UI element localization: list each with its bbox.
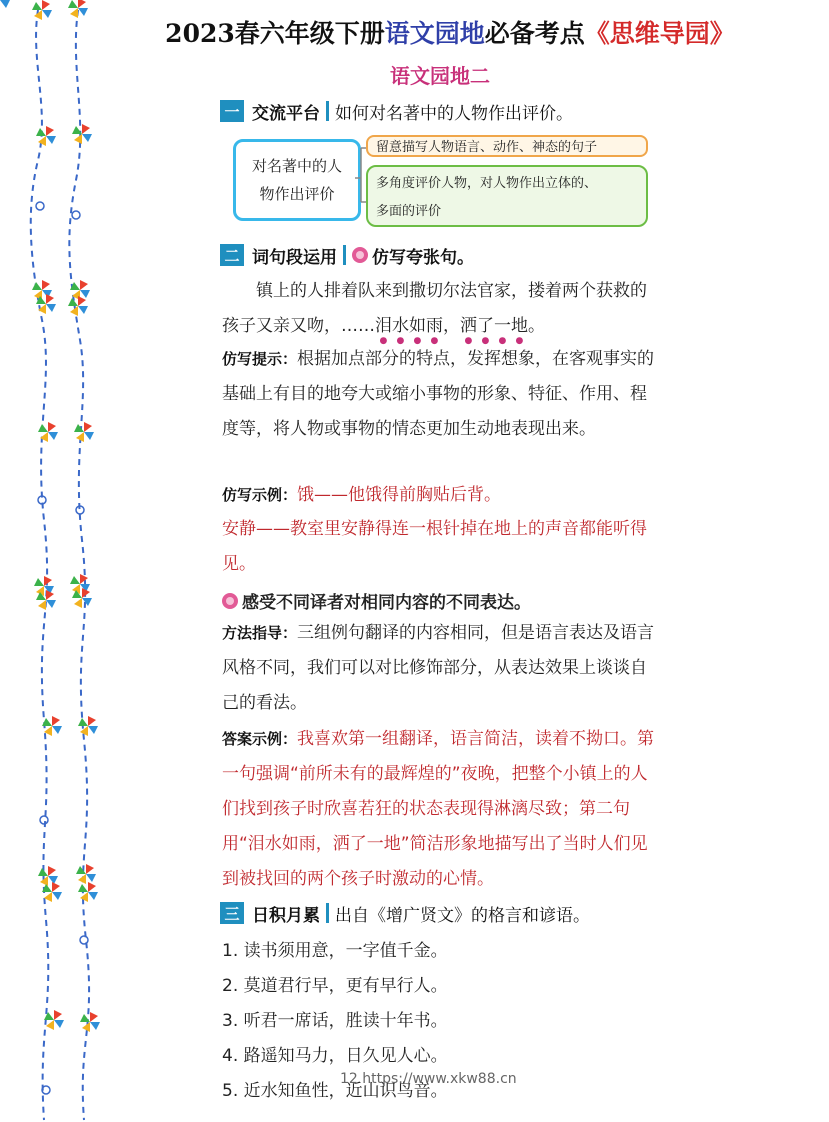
section-desc: 出自《增广贤文》的格言和谚语。 (335, 905, 590, 926)
mindmap-root: 对名著中的人 物作出评价 (233, 139, 361, 221)
answer-example: 答案示例：我喜欢第一组翻译，语言简洁，读着不拗口。第一句强调“前所未有的最辉煌的”夜晚，把整个小镇上的人们找到孩子时欣喜若狂的状态表现得淋漓尽致；第二句用“泪水如雨，洒了一地”简洁形象地描写出了当时人们见到被找回的两个孩子时激动的心情。 (222, 729, 655, 889)
section-subtitle: 语文园地二 (390, 64, 490, 88)
proverb-item: 3. 听君一席话，胜读十年书。 (222, 1011, 448, 1031)
flower-bullet-icon (222, 593, 238, 609)
proverb-item: 1. 读书须用意，一字值千金。 (222, 941, 448, 961)
subsection-heading-2: 感受不同译者对相同内容的不同表达。 (222, 588, 531, 613)
proverb-item: 4. 路遥知马力，日久见人心。 (222, 1046, 448, 1066)
section-name: 交流平台 (252, 103, 320, 124)
section-heading-2 (220, 242, 474, 268)
section-number: 一 (220, 100, 244, 122)
writing-hint: 仿写提示：根据加点部分的特点，发挥想象，在客观事实的基础上有目的地夸大或缩小事物的形象、特征、作用、程度等，将人物或事物的情态更加生动地表现出来。 (222, 349, 655, 439)
watermark: 12 https://www.xkw88.cn (340, 1071, 517, 1087)
section-number: 三 (220, 902, 244, 924)
section-number: 二 (220, 244, 244, 266)
mindmap-branch-1: 留意描写人物语言、动作、神态的句子 (366, 135, 648, 157)
method-guidance: 方法指导：三组例句翻译的内容相同，但是语言表达及语言风格不同，我们可以对比修饰部分，从表达效果上谈谈自己的看法。 (222, 623, 655, 713)
page-title: 2023春六年级下册语文园地必备考点《思维导园》 (165, 19, 735, 48)
writing-example-2: 安静——教室里安静得连一根针掉在地上的声音都能听得见。 (222, 519, 647, 574)
divider (326, 903, 329, 923)
writing-example: 仿写示例：饿——他饿得前胸贴后背。 (222, 485, 502, 505)
section-heading-3 (220, 900, 590, 926)
decorative-pinwheel-border (0, 0, 120, 1122)
divider (326, 101, 329, 121)
mindmap-branch-2: 多角度评价人物，对人物作出立体的、 多面的评价 (366, 165, 648, 227)
flower-bullet-icon (352, 247, 368, 263)
proverb-item: 5. 近水知鱼性，近山识鸟音。 (222, 1081, 448, 1101)
section-name: 词句段运用 (252, 247, 337, 268)
subsection-title: 仿写夸张句。 (372, 247, 474, 268)
example-passage: 镇上的人排着队来到撒切尔法官家，搂着两个获救的孩子又亲又吻，……泪水如雨，洒了一地。 (222, 281, 647, 336)
section-heading-1 (220, 98, 573, 124)
section-name: 日积月累 (252, 905, 320, 926)
proverb-item: 2. 莫道君行早，更有早行人。 (222, 976, 448, 996)
divider (343, 245, 346, 265)
pinwheel-icon (0, 0, 10, 10)
section-desc: 如何对名著中的人物作出评价。 (335, 103, 573, 124)
